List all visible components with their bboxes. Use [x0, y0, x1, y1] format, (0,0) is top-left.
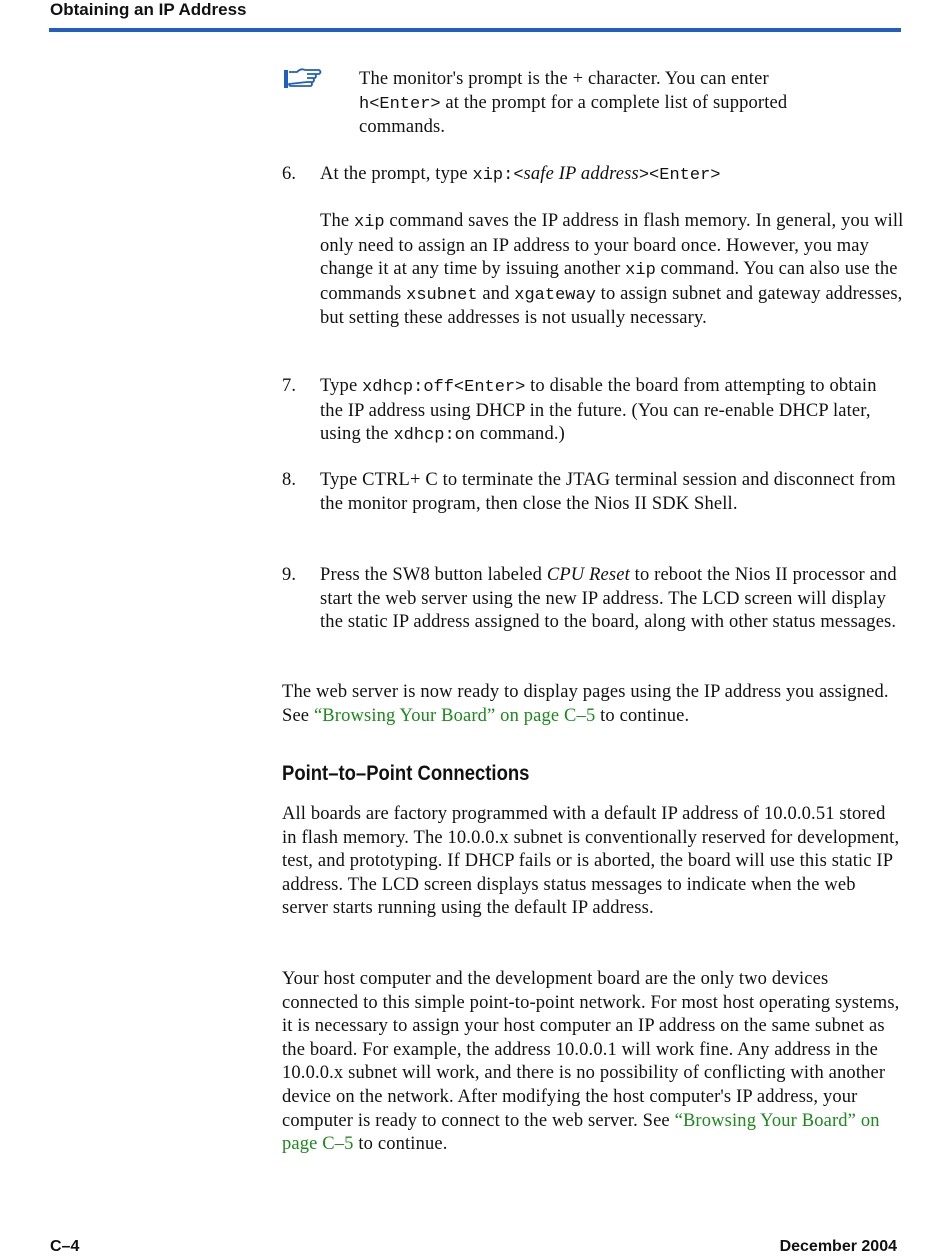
note-line-2: h<Enter> at the prompt for a complete list of supported [359, 92, 788, 114]
step-number-7: 7. [282, 376, 297, 396]
step-7-text: Type xdhcp:off<Enter> to disable the board from attempting to obtain the IP address using DHCP in the future. (You can re-enable DHCP later, using the xdhcp:on command.) [320, 376, 877, 446]
section-paragraph-1: All boards are factory programmed with a default IP address of 10.0.0.51 stored in flash memory. The 10.0.0.x subnet is conventionally reserved for development, test, and prototyping. If DHCP fails or is aborted, the board will use this static IP address. The LCD screen displays status messages to indicate when the web server starts running using the default IP address. [282, 804, 900, 919]
footer-date: December 2004 [779, 1238, 897, 1255]
note-code: h<Enter> [359, 94, 441, 114]
ready-paragraph: The web server is now ready to display pages using the IP address you assigned. See “Browsing Your Board” on page C–5 to continue. [282, 682, 889, 726]
step-6-detail: The xip command saves the IP address in flash memory. In general, you will only need to assign an IP address to your board once. However, you may change it at any time by issuing another xip command. You can also use the commands xsubnet and xgateway to assign subnet and gateway addresses, but setting these addresses is not usually necessary. [320, 211, 904, 329]
page-number: C–4 [50, 1238, 80, 1255]
step-9-text: Press the SW8 button labeled CPU Reset to reboot the Nios II processor and start the web server using the new IP address. The LCD screen will display the static IP address assigned to the board, along with other status messages. [320, 565, 897, 633]
step-number-8: 8. [282, 470, 297, 490]
section-heading: Point–to–Point Connections [282, 762, 530, 785]
header-rule [49, 28, 901, 32]
step-6-instruction: At the prompt, type xip:<safe IP address><Enter> [320, 164, 721, 185]
browsing-your-board-link-2[interactable]: “Browsing Your Board” on page C–5 [282, 1110, 880, 1155]
browsing-your-board-link[interactable]: “Browsing Your Board” on page C–5 [313, 705, 596, 726]
section-paragraph-2: Your host computer and the development board are the only two devices connected to this simple point-to-point network. For most host operating systems, it is necessary to assign your host computer an IP address on the same subnet as the board. For example, the address 10.0.0.1 will work fine. Any address in the 10.0.0.x subnet will work, and there is no possibility of conflicting with another device on the network. After modifying the host computer's IP address, your computer is ready to connect to the web server. See “Browsing Your Board” on page C–5 to continue. [282, 969, 900, 1155]
note-text [359, 68, 904, 140]
running-header-title: Obtaining an IP Address [50, 0, 247, 19]
pointing-hand-icon [283, 66, 323, 92]
note-line-1: The monitor's prompt is the + character. You can enter [359, 69, 769, 89]
step-number-6: 6. [282, 164, 297, 184]
step-8-text: Type CTRL+ C to terminate the JTAG terminal session and disconnect from the monitor program, then close the Nios II SDK Shell. [320, 470, 896, 514]
note-line-3: commands. [359, 117, 446, 138]
step-number-9: 9. [282, 565, 297, 585]
